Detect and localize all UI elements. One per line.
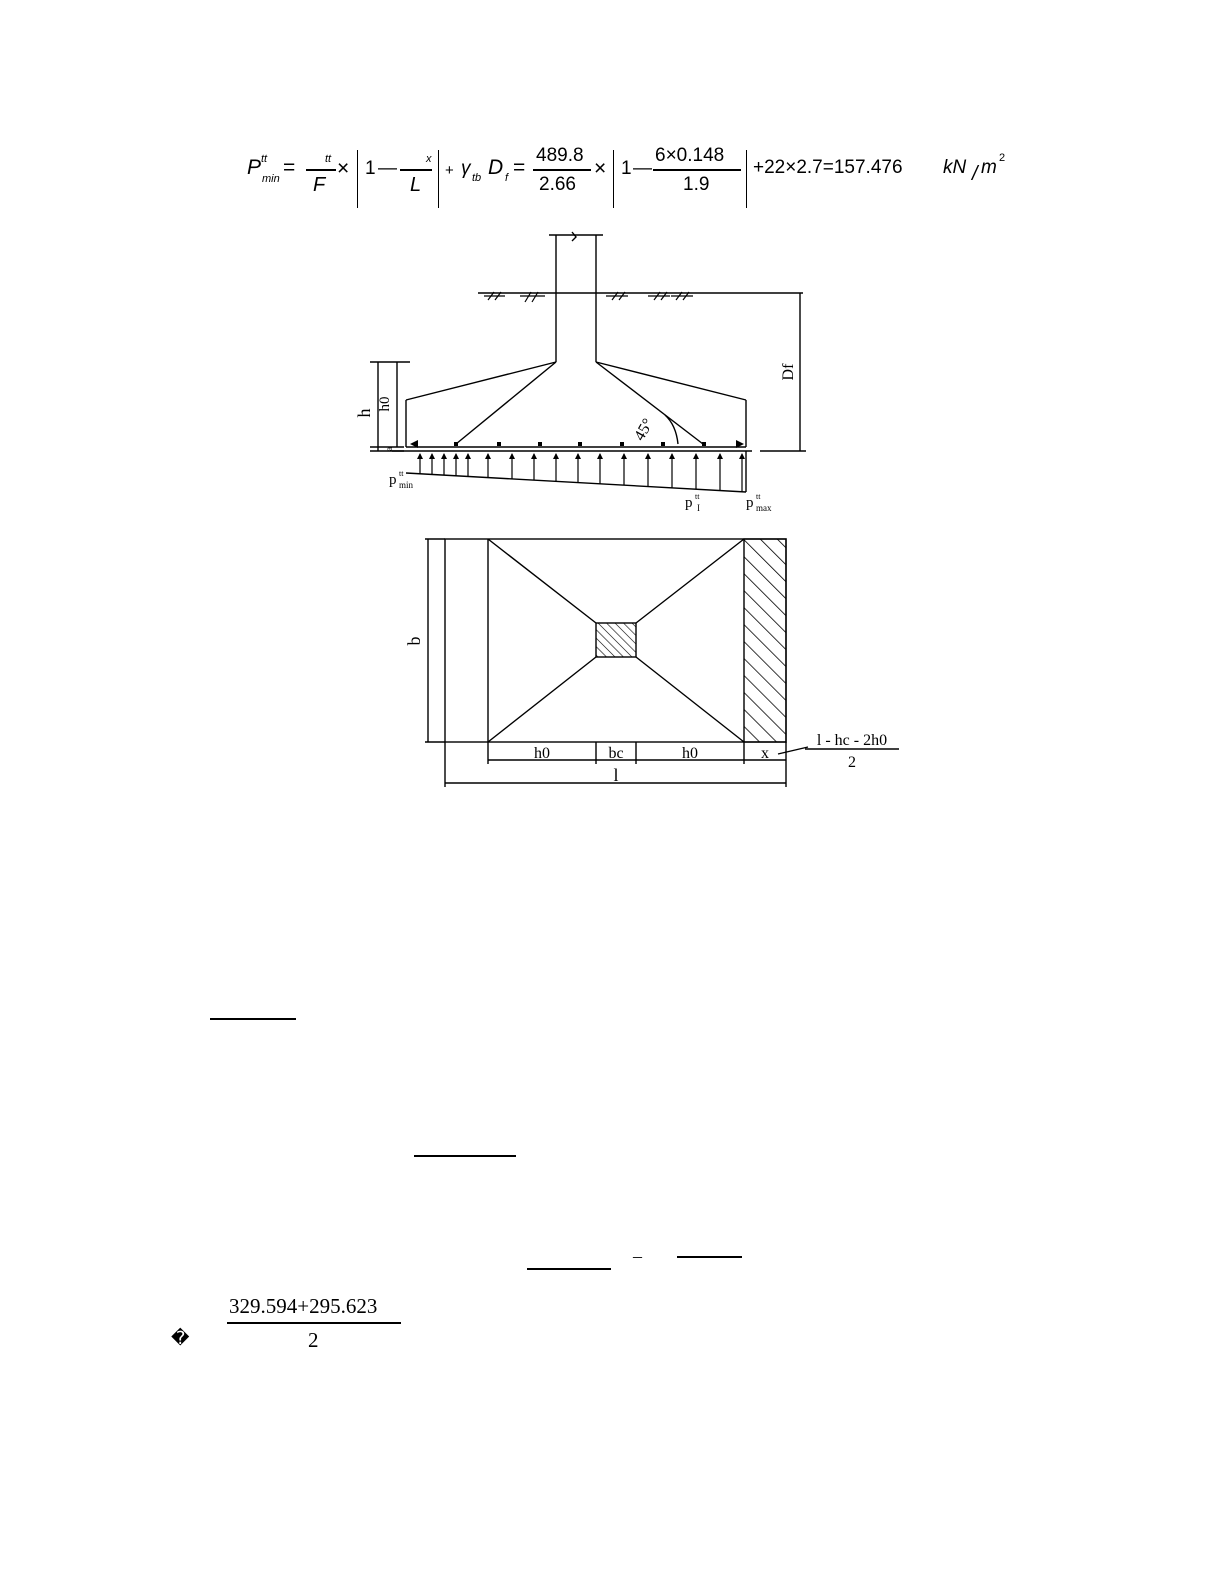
fraction-bar-3 [527,1268,611,1270]
label-Df: Df [780,363,797,381]
eq-times-1: × [337,157,350,180]
eq-frac1-num: tt [325,153,332,165]
label-pmin: p [389,472,397,488]
eq-tail: +22×2.7=157.476 [753,157,903,178]
label-pmax: p [746,495,754,511]
eq-frac4-den: 1.9 [683,174,710,195]
eq-frac4-num: 6×0.148 [655,145,725,166]
eq-times-2: × [594,157,607,180]
label-h0: h0 [377,396,393,412]
bottom-numerator: 329.594+295.623 [229,1294,378,1318]
fraction-bar-4 [677,1256,742,1258]
eq-unit-m: m [981,157,997,178]
label-h: h [354,408,374,418]
label-pmin-sup: tt [399,469,404,478]
plan-label-b: b [404,636,424,646]
plan-label-bc: bc [608,745,624,762]
eq-unit-kN: kN [943,157,967,178]
eq-frac3-num: 489.8 [536,145,584,166]
label-a: a [384,447,394,451]
bottom-denominator: 2 [308,1328,319,1352]
eq-lhs-symbol: P [247,156,262,179]
unknown-glyph: � [171,1328,190,1349]
plan-label-h0-left: h0 [534,745,550,762]
small-dash: – [633,1246,642,1266]
eq-unit-sup: 2 [999,152,1006,164]
eq-minus-1: — [378,158,397,179]
bottom-average-formula [0,1290,600,1360]
fraction-bar-1 [210,1018,296,1020]
label-pmin-sub: min [399,480,414,490]
eq-lhs-sup: tt [261,153,268,165]
label-p1-sup: tt [695,492,700,501]
label-pmax-sup: tt [756,492,761,501]
eq-lhs-sub: min [262,173,280,185]
eq-plus-1: + [445,162,454,179]
label-angle-45: 45° [631,415,658,444]
plan-label-h0-right: h0 [682,745,698,762]
eq-minus-2: — [633,158,652,179]
eq-gamma-sub: tb [472,172,482,184]
eq-D-sub: f [505,172,509,184]
label-p1: p [685,495,693,511]
label-p1-sub: I [697,503,700,513]
plan-formula-num: l - hc - 2h0 [816,732,888,749]
plan-label-l: l [613,765,619,785]
eq-frac1-den: F [313,174,326,196]
eq-equals-1: = [283,156,296,179]
plan-formula-den: 2 [848,754,856,771]
foundation-plan-diagram [0,520,1225,800]
eq-frac2-num: x [426,153,432,165]
eq-frac3-den: 2.66 [539,174,576,195]
eq-one-1: 1 [365,158,376,179]
fraction-bar-2 [414,1155,516,1157]
label-pmax-sub: max [756,503,772,513]
bottom-fraction-bar [227,1322,401,1324]
eq-unit-slash: / [972,163,978,185]
eq-gamma: γ [461,158,471,179]
foundation-section-diagram [0,0,1225,530]
eq-frac2-den: L [410,174,422,196]
plan-label-x: x [761,745,769,762]
eq-one-2: 1 [621,158,632,179]
eq-D: D [488,156,504,179]
eq-equals-2: = [513,156,526,179]
